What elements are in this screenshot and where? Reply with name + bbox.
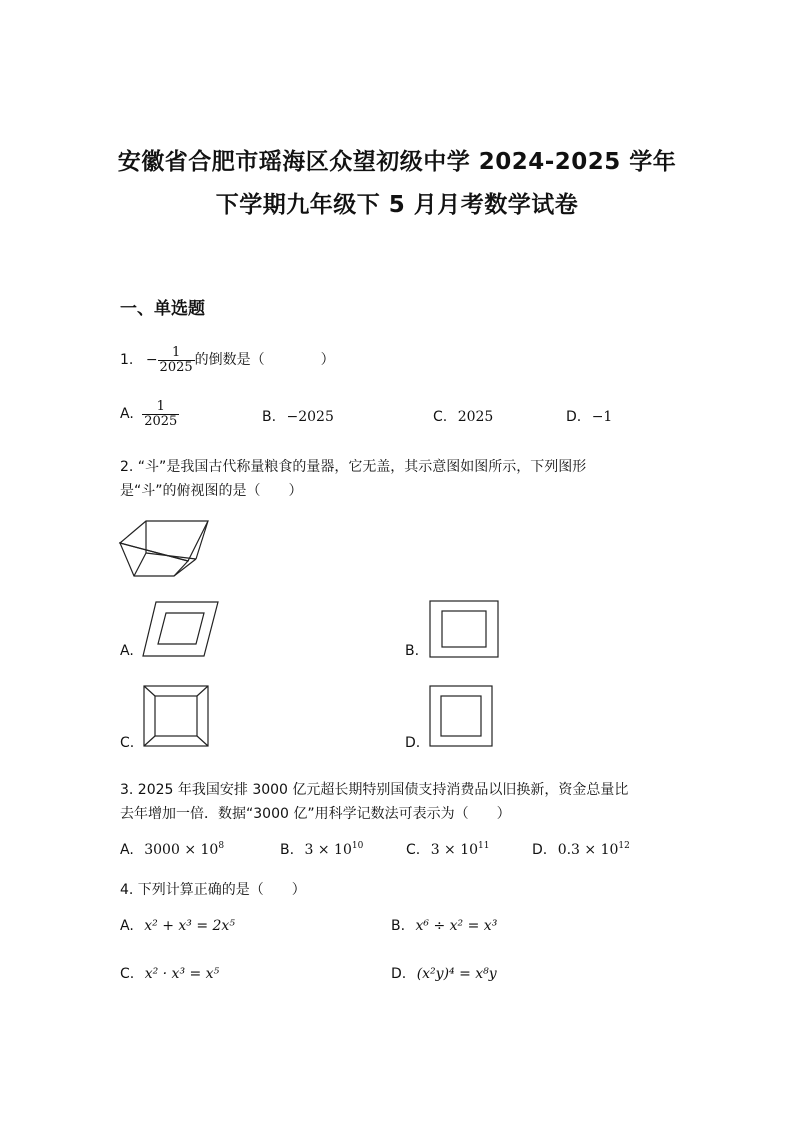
q1-option-c[interactable] [433, 409, 493, 425]
q2-option-a-figure[interactable] [142, 601, 220, 657]
q3-option-a-base: 3000 × 10 [144, 842, 219, 858]
q3-option-d-base: 0.3 × 10 [557, 842, 619, 858]
option-label: D. [566, 409, 582, 425]
q1-option-a-fraction [142, 400, 179, 428]
q3-option-a[interactable] [120, 841, 224, 858]
q4-option-c-expr: x² · x³ = x⁵ [144, 966, 220, 982]
question-2-line1: 2. “斗”是我国古代称量粮食的量器，它无盖，其示意图如图所示，下列图形 [120, 459, 587, 475]
q1-option-d[interactable] [566, 409, 612, 425]
option-label: B. [280, 842, 295, 858]
dou-measure-figure [118, 519, 210, 579]
q1-option-c-value: 2025 [457, 409, 494, 425]
q1-minus-sign: − [145, 352, 158, 369]
q1-option-a-numerator: 1 [156, 399, 165, 414]
q2-option-b-figure[interactable] [429, 600, 499, 658]
q4-option-d-expr: (x²y)⁴ = x⁸y [416, 966, 497, 982]
q1-number: 1. [120, 352, 134, 369]
q4-option-b[interactable] [391, 918, 497, 934]
q2-option-d-label[interactable]: D. [405, 735, 421, 751]
q3-option-a-exponent: 8 [218, 841, 225, 851]
q1-option-b-value: −2025 [286, 409, 334, 425]
q3-option-d[interactable] [532, 841, 630, 858]
option-label: C. [406, 842, 421, 858]
option-label: C. [433, 409, 448, 425]
option-label: D. [532, 842, 548, 858]
q1-option-a-denominator: 2025 [144, 413, 178, 429]
q3-option-b-exponent: 10 [351, 841, 364, 851]
q1-option-b[interactable] [262, 409, 334, 425]
q2-option-d-figure[interactable] [429, 685, 493, 747]
q4-option-b-expr: x⁶ ÷ x² = x³ [415, 918, 498, 934]
option-label: A. [120, 406, 134, 423]
q3-option-c[interactable] [406, 841, 490, 858]
q1-frac-denominator: 2025 [159, 359, 193, 375]
q2-option-b-label[interactable]: B. [405, 643, 420, 659]
question-4: 4. 下列计算正确的是（ ） [120, 882, 306, 898]
q1-option-d-value: −1 [591, 409, 613, 425]
option-label: B. [262, 409, 277, 425]
question-3-line2: 去年增加一倍．数据“3000 亿”用科学记数法可表示为（ ） [120, 806, 511, 822]
question-1 [120, 346, 335, 374]
q3-option-b[interactable] [280, 841, 363, 858]
q1-stem: 的倒数是（ ） [194, 352, 335, 369]
option-label: C. [120, 966, 135, 982]
option-label: A. [120, 918, 134, 934]
section-heading: 一、单选题 [120, 299, 205, 319]
option-label: A. [120, 842, 134, 858]
q2-option-a-label[interactable]: A. [120, 643, 134, 659]
q1-option-a[interactable] [120, 400, 179, 428]
q3-option-c-exponent: 11 [478, 841, 490, 851]
q4-option-a-expr: x² + x³ = 2x⁵ [144, 918, 235, 934]
option-label: D. [391, 966, 407, 982]
q4-option-d[interactable] [391, 966, 497, 982]
question-3-line1: 3. 2025 年我国安排 3000 亿元超长期特别国债支持消费品以旧换新，资金总量比 [120, 782, 629, 798]
q2-option-c-figure[interactable] [143, 685, 209, 747]
q1-fraction [158, 346, 195, 374]
q1-frac-numerator: 1 [171, 345, 181, 360]
q3-option-b-base: 3 × 10 [304, 842, 352, 858]
question-2-line2: 是“斗”的俯视图的是（ ） [120, 483, 303, 499]
q4-option-a[interactable] [120, 918, 235, 934]
q4-option-c[interactable] [120, 966, 219, 982]
option-label: B. [391, 918, 406, 934]
q3-option-d-exponent: 12 [618, 841, 630, 851]
q2-option-c-label[interactable]: C. [120, 735, 135, 751]
page-title-line2: 下学期九年级下 5 月月考数学试卷 [215, 192, 579, 218]
q3-option-c-base: 3 × 10 [430, 842, 479, 858]
page-title-line1: 安徽省合肥市瑶海区众望初级中学 2024-2025 学年 [117, 149, 677, 175]
